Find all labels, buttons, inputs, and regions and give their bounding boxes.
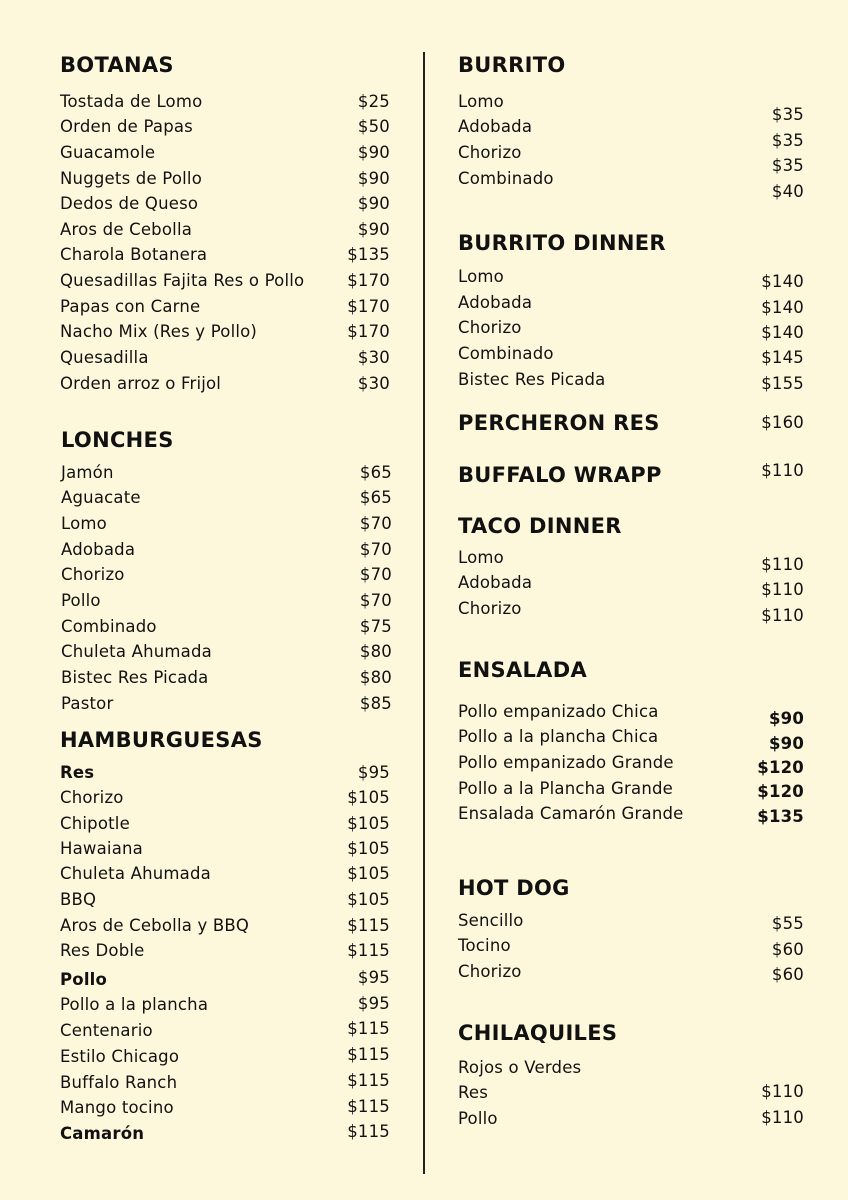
- menu-item-name: Lomo: [61, 514, 107, 533]
- menu-item-price: $170: [347, 297, 390, 316]
- section-title-hot-dog: HOT DOG: [458, 876, 570, 900]
- menu-item-price: $140: [761, 323, 804, 342]
- menu-item-name: Pollo: [458, 1109, 498, 1128]
- menu-item-name: Bistec Res Picada: [458, 370, 606, 389]
- menu-item-price: $70: [359, 565, 392, 584]
- menu-item-name: Pollo: [60, 970, 108, 989]
- menu-item-name: Chorizo: [61, 565, 125, 584]
- menu-item-name: Lomo: [458, 548, 504, 567]
- menu-item-name: Chorizo: [458, 599, 522, 618]
- section-title-burrito-dinner: BURRITO DINNER: [458, 231, 666, 255]
- menu-item-price: $95: [357, 994, 390, 1013]
- menu-item-name: Adobada: [458, 117, 533, 136]
- menu-item-price: $110: [761, 580, 804, 599]
- menu-item-name: Tostada de Lomo: [60, 92, 203, 111]
- menu-item-name: Res: [458, 1083, 489, 1102]
- menu-item-price: $80: [359, 642, 392, 661]
- menu-item-price: $120: [757, 758, 804, 777]
- menu-item-name: Aros de Cebolla: [60, 220, 193, 239]
- menu-item-price: $105: [347, 788, 390, 807]
- menu-item-price: $105: [347, 864, 390, 883]
- menu-item-price: $30: [357, 374, 390, 393]
- section-title-hamburguesas: HAMBURGUESAS: [60, 728, 263, 752]
- menu-item-price: $65: [359, 488, 392, 507]
- menu-item-price: $110: [761, 1082, 804, 1101]
- buffalo-wrapp-price: $110: [761, 461, 804, 480]
- menu-item-price: $115: [347, 1122, 390, 1141]
- menu-item-name: Papas con Carne: [60, 297, 201, 316]
- menu-item-price: $95: [357, 763, 390, 782]
- menu-item-price: $110: [761, 606, 804, 625]
- menu-item-price: $115: [347, 1097, 390, 1116]
- menu-item-price: $90: [357, 220, 390, 239]
- menu-item-name: Res Doble: [60, 941, 145, 960]
- menu-item-name: Bistec Res Picada: [61, 668, 209, 687]
- menu-item-price: $35: [771, 156, 804, 175]
- menu-item-name: Mango tocino: [60, 1098, 174, 1117]
- menu-item-name: Chorizo: [458, 143, 522, 162]
- menu-item-name: BBQ: [60, 890, 97, 909]
- menu-item-name: Pollo: [61, 591, 101, 610]
- menu-item-price: $105: [347, 839, 390, 858]
- menu-item-name: Chuleta Ahumada: [60, 864, 211, 883]
- menu-item-price: $115: [347, 1045, 390, 1064]
- menu-item-price: $75: [359, 617, 392, 636]
- menu-item-name: Lomo: [458, 92, 504, 111]
- menu-item-name: Estilo Chicago: [60, 1047, 180, 1066]
- menu-item-name: Guacamole: [60, 143, 156, 162]
- menu-item-price: $25: [357, 92, 390, 111]
- menu-item-price: $90: [357, 143, 390, 162]
- menu-item-name: Chuleta Ahumada: [61, 642, 212, 661]
- menu-item-name: Aguacate: [61, 488, 141, 507]
- menu-item-name: Combinado: [458, 344, 554, 363]
- menu-item-name: Combinado: [61, 617, 157, 636]
- menu-item-price: $135: [347, 245, 390, 264]
- percheron-price: $160: [761, 413, 804, 432]
- menu-item-name: Pollo empanizado Grande: [458, 753, 674, 772]
- menu-item-name: Chorizo: [458, 318, 522, 337]
- menu-item-name: Buffalo Ranch: [60, 1073, 178, 1092]
- menu-item-price: $90: [768, 734, 804, 753]
- menu-item-name: Tocino: [458, 936, 511, 955]
- section-title-percheron: PERCHERON RES: [458, 411, 660, 435]
- menu-item-price: $145: [761, 348, 804, 367]
- menu-item-price: $30: [357, 348, 390, 367]
- menu-item-name: Centenario: [60, 1021, 153, 1040]
- menu-item-name: Orden de Papas: [60, 117, 193, 136]
- menu-item-name: Pollo a la plancha: [60, 995, 209, 1014]
- menu-item-price: $115: [347, 941, 390, 960]
- menu-item-price: $90: [357, 169, 390, 188]
- menu-item-name: Quesadillas Fajita Res o Pollo: [60, 271, 305, 290]
- chilaquiles-note: Rojos o Verdes: [458, 1058, 582, 1077]
- menu-item-price: $105: [347, 814, 390, 833]
- column-divider: [423, 52, 425, 1174]
- menu-item-name: Quesadilla: [60, 348, 149, 367]
- menu-item-name: Orden arroz o Frijol: [60, 374, 222, 393]
- section-title-lonches: LONCHES: [61, 428, 174, 452]
- menu-item-name: Adobada: [458, 293, 533, 312]
- menu-item-price: $70: [359, 540, 392, 559]
- menu-item-price: $170: [347, 271, 390, 290]
- menu-item-price: $80: [359, 668, 392, 687]
- menu-item-price: $65: [359, 463, 392, 482]
- section-title-chilaquiles: CHILAQUILES: [458, 1021, 618, 1045]
- menu-item-name: Pollo a la Plancha Grande: [458, 779, 674, 798]
- menu-item-price: $55: [771, 914, 804, 933]
- menu-item-price: $95: [357, 968, 390, 987]
- menu-item-price: $120: [757, 782, 804, 801]
- menu-item-name: Adobada: [458, 573, 533, 592]
- menu-item-price: $110: [761, 1108, 804, 1127]
- menu-item-name: Pollo empanizado Chica: [458, 702, 659, 721]
- menu-item-name: Combinado: [458, 169, 554, 188]
- menu-item-price: $115: [347, 1019, 390, 1038]
- menu-item-price: $90: [357, 194, 390, 213]
- menu-item-price: $170: [347, 322, 390, 341]
- menu-item-price: $40: [771, 182, 804, 201]
- menu-item-name: Sencillo: [458, 911, 524, 930]
- menu-item-price: $50: [357, 117, 390, 136]
- menu-item-price: $140: [761, 272, 804, 291]
- menu-item-price: $70: [359, 514, 392, 533]
- menu-item-name: Res: [60, 763, 95, 782]
- section-title-taco-dinner: TACO DINNER: [458, 514, 622, 538]
- menu-item-name: Chorizo: [60, 788, 124, 807]
- menu-item-name: Pollo a la plancha Chica: [458, 727, 659, 746]
- menu-item-name: Adobada: [61, 540, 136, 559]
- menu-item-price: $155: [761, 374, 804, 393]
- menu-item-name: Nuggets de Pollo: [60, 169, 202, 188]
- menu-item-name: Camarón: [60, 1124, 145, 1143]
- section-title-botanas: BOTANAS: [60, 53, 174, 77]
- menu-item-name: Ensalada Camarón Grande: [458, 804, 684, 823]
- menu-item-price: $70: [359, 591, 392, 610]
- menu-item-price: $135: [757, 807, 804, 826]
- menu-item-name: Charola Botanera: [60, 245, 208, 264]
- menu-item-price: $140: [761, 298, 804, 317]
- menu-item-price: $115: [347, 1071, 390, 1090]
- menu-item-price: $60: [771, 940, 804, 959]
- menu-item-price: $110: [761, 555, 804, 574]
- menu-item-name: Aros de Cebolla y BBQ: [60, 916, 250, 935]
- menu-item-name: Jamón: [61, 463, 114, 482]
- menu-item-name: Dedos de Queso: [60, 194, 199, 213]
- menu-item-name: Hawaiana: [60, 839, 143, 858]
- section-title-burrito: BURRITO: [458, 53, 566, 77]
- menu-item-price: $35: [771, 131, 804, 150]
- section-title-buffalo-wrapp: BUFFALO WRAPP: [458, 463, 662, 487]
- menu-item-price: $105: [347, 890, 390, 909]
- menu-item-price: $90: [768, 709, 804, 728]
- menu-item-name: Pastor: [61, 694, 114, 713]
- menu-item-name: Lomo: [458, 267, 504, 286]
- menu-item-price: $85: [359, 694, 392, 713]
- section-title-ensalada: ENSALADA: [458, 658, 588, 682]
- menu-item-price: $60: [771, 965, 804, 984]
- menu-item-price: $35: [771, 105, 804, 124]
- menu-item-name: Chorizo: [458, 962, 522, 981]
- menu-item-name: Chipotle: [60, 814, 130, 833]
- menu-item-name: Nacho Mix (Res y Pollo): [60, 322, 258, 341]
- menu-item-price: $115: [347, 916, 390, 935]
